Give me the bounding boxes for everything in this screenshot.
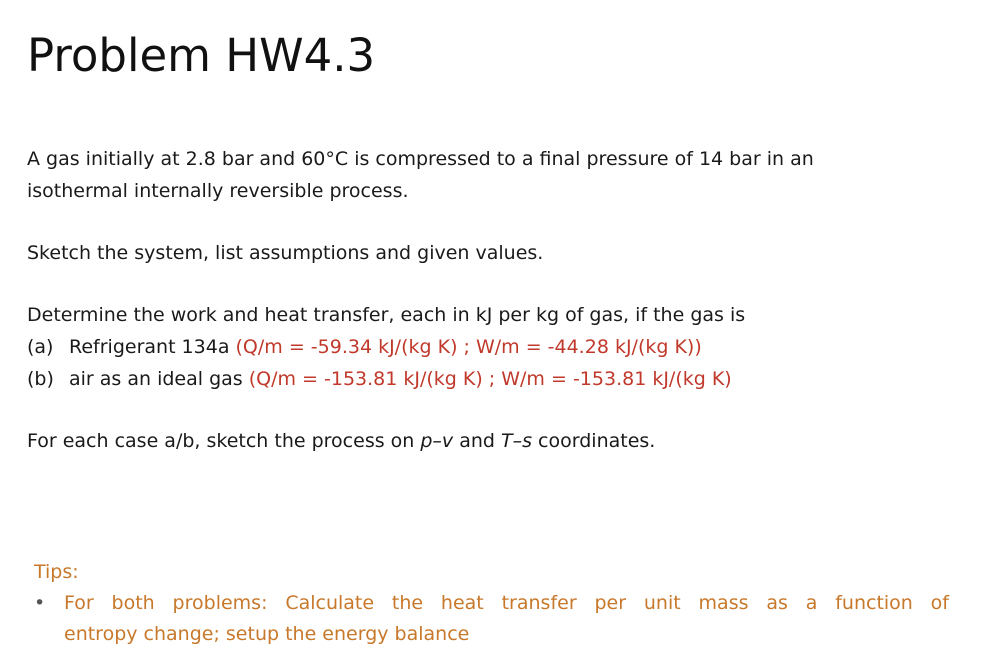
problem-statement [27, 143, 927, 207]
for-each-suffix: coordinates. [532, 430, 656, 452]
for-each-and: and [453, 430, 501, 452]
for-each-instruction [27, 425, 655, 457]
item-text-b: air as an ideal gas [69, 368, 243, 390]
pv-coordinates: p–v [420, 430, 454, 452]
list-item-b [27, 363, 745, 395]
item-label-b: (b) [27, 368, 54, 390]
determine-section [27, 299, 745, 395]
ts-coordinates: T–s [501, 430, 533, 452]
problem-statement-line-1: A gas initially at 2.8 bar and 60°C is compressed to a final pressure of 14 bar in an [27, 148, 814, 170]
for-each-prefix: For each case a/b, sketch the process on [27, 430, 421, 452]
page-title: Problem HW4.3 [27, 29, 376, 82]
item-text-a: Refrigerant 134a [69, 336, 230, 358]
item-label-a: (a) [27, 336, 54, 358]
sketch-instruction: Sketch the system, list assumptions and given values. [27, 242, 544, 264]
tips-heading: Tips: [34, 561, 79, 583]
answer-b: (Q/m = -153.81 kJ/(kg K) ; W/m = -153.81 kJ/(kg K) [248, 368, 732, 390]
tip-line-2: entropy change; setup the energy balance [64, 623, 470, 645]
answer-a: (Q/m = -59.34 kJ/(kg K) ; W/m = -44.28 kJ/(kg K)) [235, 336, 702, 358]
tip-line-1: For both problems: Calculate the heat transfer per unit mass as a function of [64, 592, 949, 614]
tips-section [34, 557, 949, 650]
list-item-a [27, 331, 745, 363]
problem-statement-line-2: isothermal internally reversible process. [27, 180, 409, 202]
determine-lead: Determine the work and heat transfer, each in kJ per kg of gas, if the gas is [27, 304, 746, 326]
bullet-dot-icon: • [34, 592, 46, 614]
tip-item [34, 588, 949, 650]
